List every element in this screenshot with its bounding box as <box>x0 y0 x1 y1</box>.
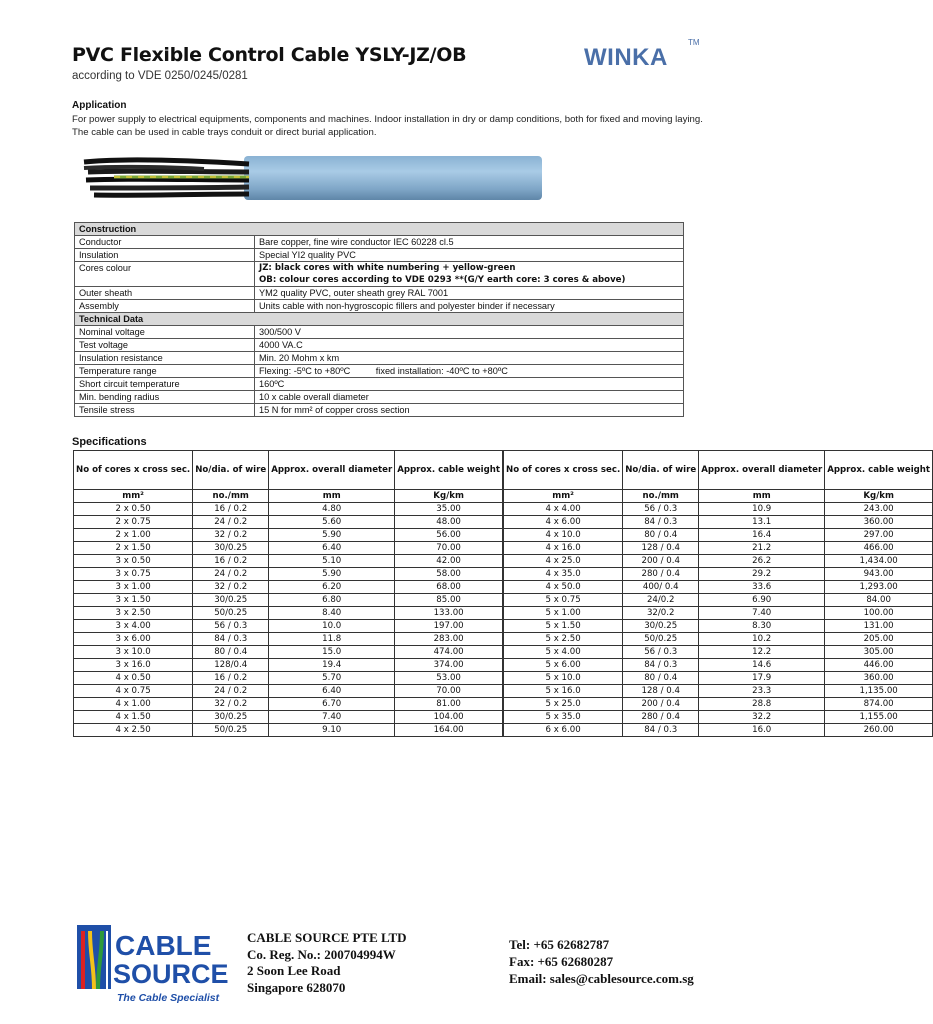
table-cell: 53.00 <box>395 672 503 685</box>
property-name: Nominal voltage <box>75 326 255 339</box>
table-cell: 400/ 0.4 <box>623 581 699 594</box>
table-cell: 104.00 <box>395 711 503 724</box>
property-name: Insulation <box>75 249 255 262</box>
table-cell: 4 x 4.00 <box>504 503 623 516</box>
table-cell: 1,434.00 <box>825 555 933 568</box>
table-cell: 11.8 <box>269 633 395 646</box>
table-row <box>74 685 933 698</box>
table-row <box>75 287 684 300</box>
table-cell: 84 / 0.3 <box>623 724 699 737</box>
table-cell: 133.00 <box>395 607 503 620</box>
table-cell: 3 x 0.50 <box>74 555 193 568</box>
table-cell: 164.00 <box>395 724 503 737</box>
table-cell: 128/0.4 <box>193 659 269 672</box>
table-cell: 5 x 25.0 <box>504 698 623 711</box>
table-cell: 1,155.00 <box>825 711 933 724</box>
table-cell: 50/0.25 <box>623 633 699 646</box>
property-value: 300/500 V <box>255 326 684 339</box>
table-cell: 6.40 <box>269 542 395 555</box>
table-row <box>74 672 933 685</box>
table-cell: 84 / 0.3 <box>193 633 269 646</box>
table-cell: 4 x 2.50 <box>74 724 193 737</box>
table-cell: 8.30 <box>699 620 825 633</box>
specifications-table <box>73 450 933 737</box>
construction-table <box>74 222 684 417</box>
table-row <box>74 568 933 581</box>
table-cell: 56.00 <box>395 529 503 542</box>
table-row <box>75 262 684 287</box>
column-header: Approx. overall diameter <box>699 451 825 490</box>
column-header: Approx. cable weight <box>825 451 933 490</box>
table-cell: 24/0.2 <box>623 594 699 607</box>
table-cell: 6 x 6.00 <box>504 724 623 737</box>
table-cell: 297.00 <box>825 529 933 542</box>
company-name: CABLE SOURCE PTE LTD <box>247 930 407 945</box>
table-row <box>74 594 933 607</box>
table-cell: 32.2 <box>699 711 825 724</box>
table-cell: 4 x 0.50 <box>74 672 193 685</box>
table-cell: 3 x 16.0 <box>74 659 193 672</box>
table-cell: 3 x 1.50 <box>74 594 193 607</box>
property-value: 160ºC <box>255 378 684 391</box>
technical-data-heading: Technical Data <box>75 313 684 326</box>
property-name: Cores colour <box>75 262 255 287</box>
specifications-heading: Specifications <box>72 436 147 448</box>
table-cell: 446.00 <box>825 659 933 672</box>
table-cell: 30/0.25 <box>193 711 269 724</box>
table-cell: 6.90 <box>699 594 825 607</box>
table-cell: 5 x 2.50 <box>504 633 623 646</box>
table-cell: 30/0.25 <box>623 620 699 633</box>
table-cell: 5 x 35.0 <box>504 711 623 724</box>
property-name: Temperature range <box>75 365 255 378</box>
table-cell: 4 x 25.0 <box>504 555 623 568</box>
table-cell: 3 x 10.0 <box>74 646 193 659</box>
company-address <box>247 930 407 996</box>
property-name: Outer sheath <box>75 287 255 300</box>
unit-cell: mm <box>269 490 395 503</box>
unit-cell: mm² <box>74 490 193 503</box>
property-value: Flexing: -5ºC to +80ºC fixed installation: -40ºC to +80ºC <box>255 365 684 378</box>
table-cell: 19.4 <box>269 659 395 672</box>
table-cell: 10.2 <box>699 633 825 646</box>
table-row <box>74 711 933 724</box>
table-cell: 50/0.25 <box>193 607 269 620</box>
table-cell: 56 / 0.3 <box>193 620 269 633</box>
table-cell: 15.0 <box>269 646 395 659</box>
table-row <box>75 404 684 417</box>
property-name: Assembly <box>75 300 255 313</box>
table-cell: 4 x 6.00 <box>504 516 623 529</box>
trademark-mark: TM <box>688 38 700 47</box>
table-cell: 80 / 0.4 <box>193 646 269 659</box>
table-cell: 305.00 <box>825 646 933 659</box>
table-cell: 243.00 <box>825 503 933 516</box>
table-row <box>74 698 933 711</box>
property-value: 15 N for mm² of copper cross section <box>255 404 684 417</box>
table-cell: 1,293.00 <box>825 581 933 594</box>
table-cell: 128 / 0.4 <box>623 685 699 698</box>
table-cell: 197.00 <box>395 620 503 633</box>
table-row <box>75 365 684 378</box>
table-cell: 68.00 <box>395 581 503 594</box>
cores-colour-ob: OB: colour cores according to VDE 0293 **(G/Y earth core: 3 cores & above) <box>259 275 626 285</box>
winka-logo: WINKA <box>584 44 668 71</box>
unit-cell: no./mm <box>193 490 269 503</box>
table-cell: 32 / 0.2 <box>193 581 269 594</box>
table-cell: 2 x 1.00 <box>74 529 193 542</box>
table-cell: 200 / 0.4 <box>623 555 699 568</box>
unit-cell: no./mm <box>623 490 699 503</box>
table-cell: 28.8 <box>699 698 825 711</box>
unit-cell: Kg/km <box>825 490 933 503</box>
company-reg-no: Co. Reg. No.: 200704994W <box>247 946 396 962</box>
table-row <box>74 724 933 737</box>
table-cell: 16.4 <box>699 529 825 542</box>
unit-cell: mm² <box>504 490 623 503</box>
property-name: Test voltage <box>75 339 255 352</box>
table-cell: 2 x 1.50 <box>74 542 193 555</box>
cores-colour-jz: JZ: black cores with white numbering + yellow-green <box>259 263 516 273</box>
table-cell: 85.00 <box>395 594 503 607</box>
construction-heading: Construction <box>75 223 684 236</box>
application-text: For power supply to electrical equipments, components and machines. Indoor installation in dry or damp conditions, both for fixed and moving laying. The cable can be used in cable trays conduit or direct burial application. <box>72 114 703 138</box>
logo-word-source: SOURCE <box>113 959 229 989</box>
table-cell: 474.00 <box>395 646 503 659</box>
table-cell: 48.00 <box>395 516 503 529</box>
column-header: No of cores x cross sec. <box>504 451 623 490</box>
table-cell: 4 x 1.50 <box>74 711 193 724</box>
header-row <box>74 451 933 490</box>
table-cell: 200 / 0.4 <box>623 698 699 711</box>
table-cell: 70.00 <box>395 685 503 698</box>
property-value <box>255 262 684 287</box>
table-cell: 30/0.25 <box>193 542 269 555</box>
table-cell: 5 x 1.50 <box>504 620 623 633</box>
table-cell: 16 / 0.2 <box>193 503 269 516</box>
table-cell: 84.00 <box>825 594 933 607</box>
table-cell: 84 / 0.3 <box>623 516 699 529</box>
property-value: 10 x cable overall diameter <box>255 391 684 404</box>
table-row <box>75 300 684 313</box>
table-cell: 24 / 0.2 <box>193 568 269 581</box>
table-row <box>74 620 933 633</box>
table-cell: 360.00 <box>825 516 933 529</box>
table-row <box>75 249 684 262</box>
table-cell: 16 / 0.2 <box>193 672 269 685</box>
table-cell: 58.00 <box>395 568 503 581</box>
document-title: PVC Flexible Control Cable YSLY-JZ/OB <box>72 44 467 66</box>
table-cell: 360.00 <box>825 672 933 685</box>
property-value: YM2 quality PVC, outer sheath grey RAL 7001 <box>255 287 684 300</box>
logo-tagline: The Cable Specialist <box>117 992 220 1004</box>
table-cell: 280 / 0.4 <box>623 568 699 581</box>
table-row <box>74 607 933 620</box>
table-cell: 9.10 <box>269 724 395 737</box>
table-cell: 13.1 <box>699 516 825 529</box>
column-header: Approx. overall diameter <box>269 451 395 490</box>
cable-source-logo <box>77 925 229 1005</box>
unit-cell: Kg/km <box>395 490 503 503</box>
property-value: Units cable with non-hygroscopic fillers and polyester binder if necessary <box>255 300 684 313</box>
column-header: Approx. cable weight <box>395 451 503 490</box>
table-cell: 81.00 <box>395 698 503 711</box>
table-cell: 5 x 16.0 <box>504 685 623 698</box>
table-cell: 42.00 <box>395 555 503 568</box>
table-cell: 56 / 0.3 <box>623 503 699 516</box>
table-row <box>75 236 684 249</box>
table-row <box>74 633 933 646</box>
table-cell: 26.2 <box>699 555 825 568</box>
table-cell: 12.2 <box>699 646 825 659</box>
table-cell: 35.00 <box>395 503 503 516</box>
table-cell: 24 / 0.2 <box>193 516 269 529</box>
table-cell: 56 / 0.3 <box>623 646 699 659</box>
logo-word-cable: CABLE <box>115 930 212 961</box>
table-cell: 29.2 <box>699 568 825 581</box>
table-cell: 4 x 35.0 <box>504 568 623 581</box>
table-cell: 7.40 <box>699 607 825 620</box>
table-cell: 8.40 <box>269 607 395 620</box>
table-row <box>75 326 684 339</box>
table-cell: 4 x 16.0 <box>504 542 623 555</box>
property-value: Special YI2 quality PVC <box>255 249 684 262</box>
table-cell: 280 / 0.4 <box>623 711 699 724</box>
table-row <box>74 581 933 594</box>
table-row <box>74 503 933 516</box>
table-cell: 374.00 <box>395 659 503 672</box>
column-header: No/dia. of wire <box>623 451 699 490</box>
company-city: Singapore 628070 <box>247 979 346 995</box>
table-cell: 3 x 2.50 <box>74 607 193 620</box>
units-row <box>74 490 933 503</box>
table-row <box>74 516 933 529</box>
property-value: Bare copper, fine wire conductor IEC 60228 cl.5 <box>255 236 684 249</box>
cable-photo <box>84 150 544 204</box>
property-name: Conductor <box>75 236 255 249</box>
table-cell: 283.00 <box>395 633 503 646</box>
table-cell: 466.00 <box>825 542 933 555</box>
table-row <box>74 555 933 568</box>
table-cell: 10.0 <box>269 620 395 633</box>
table-cell: 3 x 6.00 <box>74 633 193 646</box>
table-cell: 10.9 <box>699 503 825 516</box>
property-name: Insulation resistance <box>75 352 255 365</box>
table-cell: 3 x 0.75 <box>74 568 193 581</box>
table-cell: 32 / 0.2 <box>193 698 269 711</box>
table-cell: 6.80 <box>269 594 395 607</box>
table-cell: 32/0.2 <box>623 607 699 620</box>
contact-fax: Fax: +65 62680287 <box>509 954 614 969</box>
table-cell: 205.00 <box>825 633 933 646</box>
table-cell: 6.20 <box>269 581 395 594</box>
table-cell: 16 / 0.2 <box>193 555 269 568</box>
table-cell: 5.90 <box>269 568 395 581</box>
table-cell: 33.6 <box>699 581 825 594</box>
company-street: 2 Soon Lee Road <box>247 963 341 978</box>
property-value: 4000 VA.C <box>255 339 684 352</box>
table-cell: 6.40 <box>269 685 395 698</box>
document-subtitle: according to VDE 0250/0245/0281 <box>72 70 248 82</box>
table-cell: 30/0.25 <box>193 594 269 607</box>
table-row <box>75 391 684 404</box>
table-cell: 260.00 <box>825 724 933 737</box>
table-cell: 2 x 0.75 <box>74 516 193 529</box>
contact-tel: Tel: +65 62682787 <box>509 937 610 952</box>
table-cell: 5 x 10.0 <box>504 672 623 685</box>
contact-info <box>509 936 694 987</box>
table-cell: 3 x 4.00 <box>74 620 193 633</box>
application-heading: Application <box>72 100 127 111</box>
table-cell: 7.40 <box>269 711 395 724</box>
column-header: No/dia. of wire <box>193 451 269 490</box>
table-cell: 32 / 0.2 <box>193 529 269 542</box>
table-cell: 5 x 4.00 <box>504 646 623 659</box>
table-cell: 80 / 0.4 <box>623 672 699 685</box>
table-cell: 17.9 <box>699 672 825 685</box>
table-cell: 50/0.25 <box>193 724 269 737</box>
table-cell: 874.00 <box>825 698 933 711</box>
specifications-body <box>74 503 933 737</box>
table-cell: 4.80 <box>269 503 395 516</box>
table-cell: 131.00 <box>825 620 933 633</box>
table-cell: 5.70 <box>269 672 395 685</box>
table-cell: 100.00 <box>825 607 933 620</box>
table-cell: 80 / 0.4 <box>623 529 699 542</box>
table-cell: 128 / 0.4 <box>623 542 699 555</box>
table-cell: 943.00 <box>825 568 933 581</box>
table-cell: 4 x 1.00 <box>74 698 193 711</box>
table-row <box>75 352 684 365</box>
contact-email: Email: sales@cablesource.com.sg <box>509 971 694 986</box>
table-cell: 4 x 0.75 <box>74 685 193 698</box>
property-name: Short circuit temperature <box>75 378 255 391</box>
table-cell: 5 x 0.75 <box>504 594 623 607</box>
table-cell: 5.90 <box>269 529 395 542</box>
table-cell: 1,135.00 <box>825 685 933 698</box>
table-cell: 23.3 <box>699 685 825 698</box>
table-cell: 84 / 0.3 <box>623 659 699 672</box>
table-cell: 5 x 1.00 <box>504 607 623 620</box>
table-cell: 3 x 1.00 <box>74 581 193 594</box>
property-name: Min. bending radius <box>75 391 255 404</box>
table-row <box>75 378 684 391</box>
property-value: Min. 20 Mohm x km <box>255 352 684 365</box>
table-cell: 16.0 <box>699 724 825 737</box>
property-name: Tensile stress <box>75 404 255 417</box>
table-cell: 2 x 0.50 <box>74 503 193 516</box>
table-row <box>74 529 933 542</box>
table-cell: 4 x 50.0 <box>504 581 623 594</box>
table-row <box>74 542 933 555</box>
table-cell: 24 / 0.2 <box>193 685 269 698</box>
table-row <box>75 339 684 352</box>
table-cell: 6.70 <box>269 698 395 711</box>
table-row <box>74 646 933 659</box>
table-cell: 5.60 <box>269 516 395 529</box>
table-cell: 70.00 <box>395 542 503 555</box>
table-row <box>74 659 933 672</box>
table-cell: 21.2 <box>699 542 825 555</box>
table-cell: 5 x 6.00 <box>504 659 623 672</box>
table-cell: 4 x 10.0 <box>504 529 623 542</box>
table-cell: 14.6 <box>699 659 825 672</box>
column-header: No of cores x cross sec. <box>74 451 193 490</box>
table-cell: 5.10 <box>269 555 395 568</box>
unit-cell: mm <box>699 490 825 503</box>
